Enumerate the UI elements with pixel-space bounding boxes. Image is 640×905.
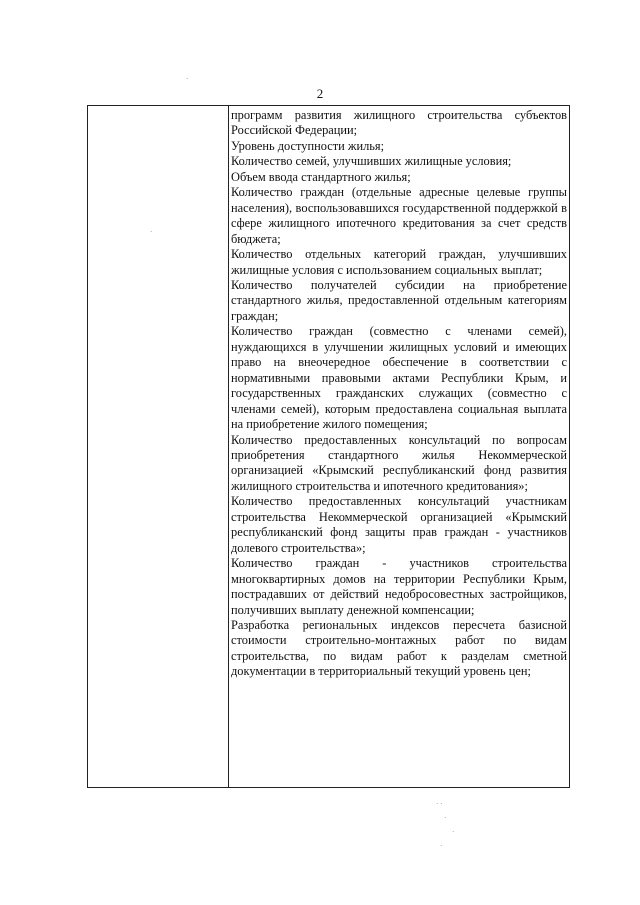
- indicator-item: Количество семей, улучшивших жилищные условия;: [231, 154, 512, 169]
- page-number: 2: [316, 86, 324, 101]
- indicator-item: Разработка региональных индексов пересчета базисной стоимости строительно-монтажных работ по видам строительства, по видам работ к разделам сметной документации в территориальный текущий уровень цен;: [231, 617, 567, 679]
- indicator-item: Количество получателей субсидии на приобретение стандартного жилья, предоставленной отдельным категориям граждан;: [231, 277, 567, 323]
- scan-speck: ·: [186, 75, 189, 83]
- column-divider: [228, 106, 229, 787]
- indicator-item: Уровень доступности жилья;: [231, 138, 385, 153]
- indicators-table: [87, 105, 570, 788]
- scan-speck: · ·: [436, 800, 443, 808]
- scan-speck: ·: [444, 814, 447, 822]
- indicator-item: Количество граждан - участников строительства многоквартирных домов на территории Республики Крым, пострадавших от действий недобросовестных застройщиков, получивших выплату денежной компенсации;: [231, 556, 567, 617]
- indicator-item: Количество отдельных категорий граждан, улучшивших жилищные условия с использованием социальных выплат;: [231, 247, 567, 277]
- scan-speck: ·: [440, 842, 443, 850]
- indicator-item: программ развития жилищного строительства субъектов Российской Федерации;: [231, 108, 567, 138]
- indicator-list: [231, 108, 567, 680]
- indicator-item: Объем ввода стандартного жилья;: [231, 169, 411, 184]
- indicator-item: Количество граждан (отдельные адресные целевые группы населения), воспользовавшихся государственной поддержкой в сфере жилищного ипотечного кредитования за счет средств бюджета;: [231, 185, 567, 246]
- scan-speck: ·: [150, 228, 153, 236]
- scan-speck: ·: [452, 828, 455, 836]
- indicator-item: Количество предоставленных консультаций участникам строительства Некоммерческой организацией «Крымский республиканский фонд защиты прав граждан - участников долевого строительства»;: [231, 494, 567, 555]
- indicator-item: Количество предоставленных консультаций по вопросам приобретения стандартного жилья Некоммерческой организацией «Крымский республиканский фонд развития жилищного строительства и ипотечного кредитования»;: [231, 432, 567, 493]
- indicator-item: Количество граждан (совместно с членами семей), нуждающихся в улучшении жилищных условий и имеющих право на внеочередное обеспечение в соответствии с нормативными правовыми актами Республики Крым, и государственных гражданских служащих (совместно с членами семей), которым предоставлена социальная выплата на приобретение жилого помещения;: [231, 324, 567, 432]
